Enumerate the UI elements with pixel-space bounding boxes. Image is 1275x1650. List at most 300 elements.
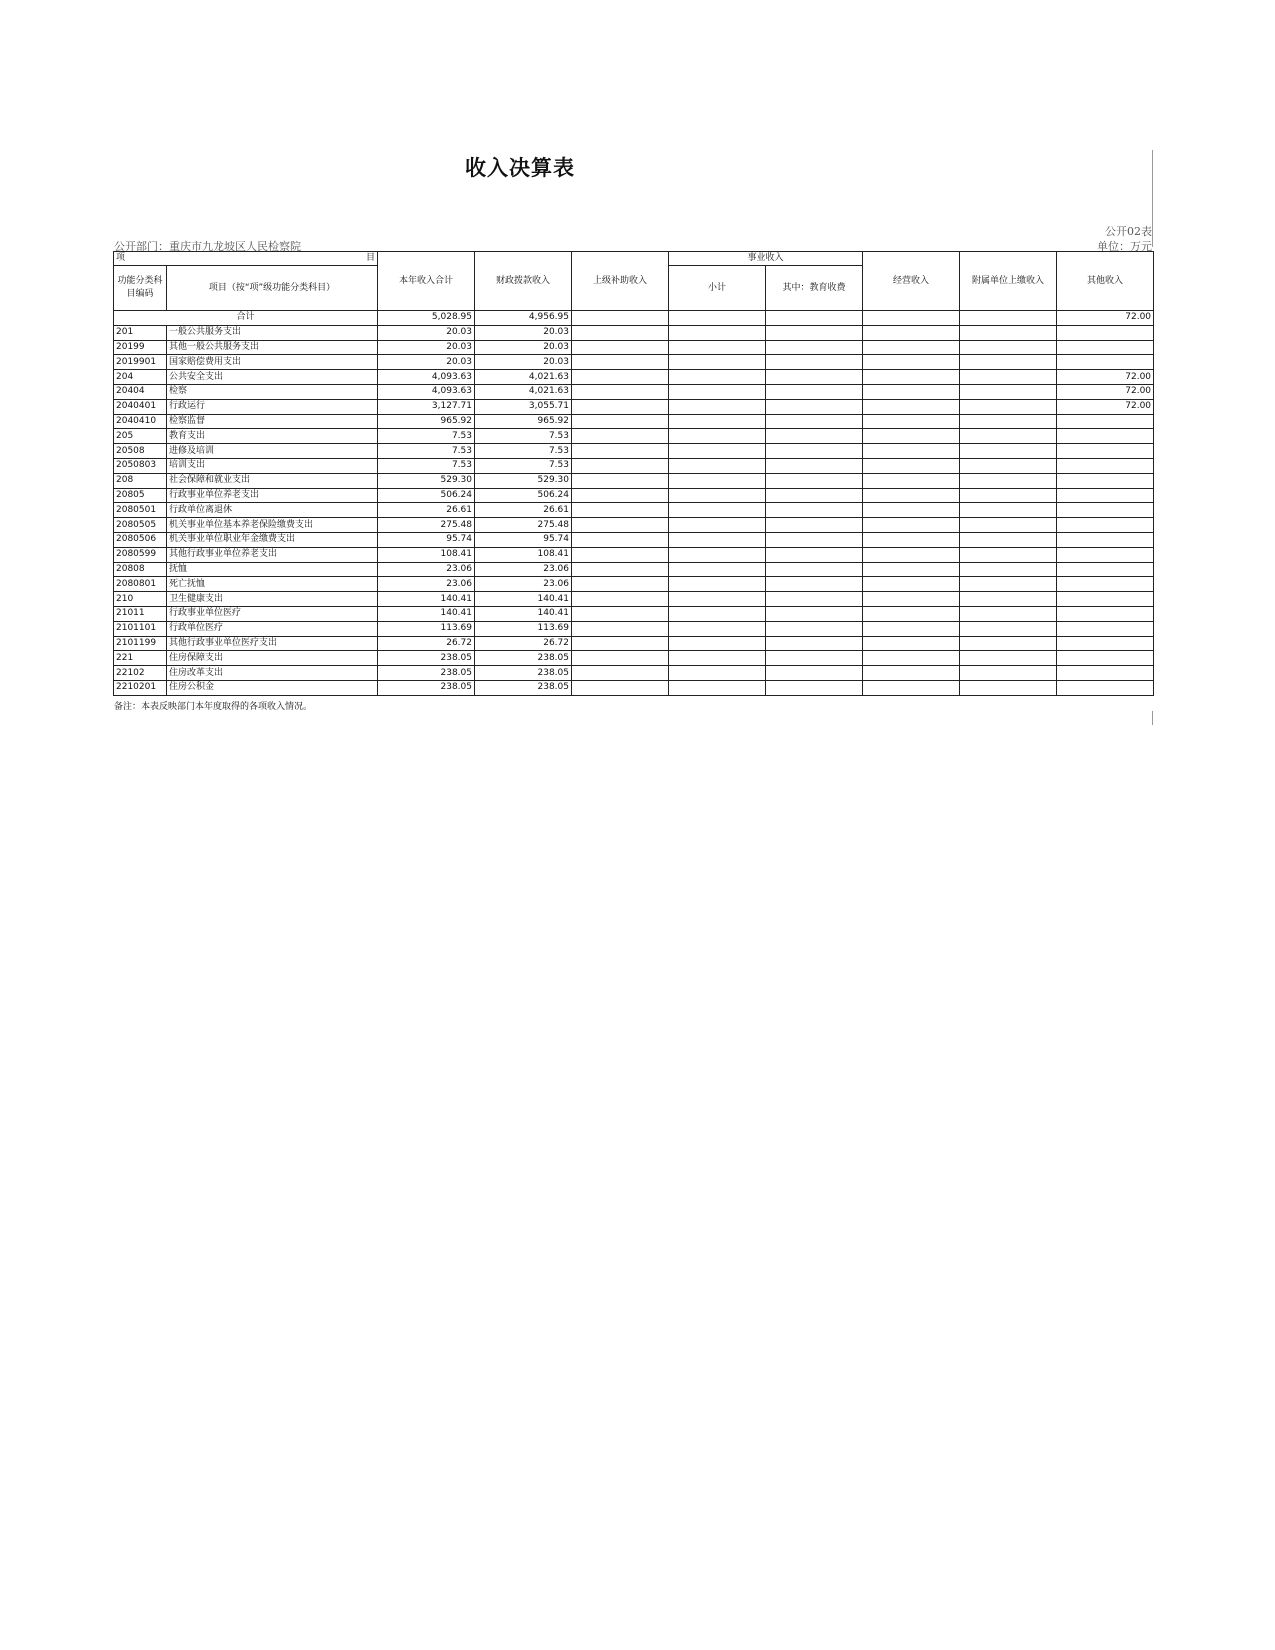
- header-other: 其他收入: [1057, 252, 1154, 311]
- row-business-subtotal: [669, 680, 766, 695]
- row-item-name: 卫生健康支出: [167, 592, 378, 607]
- row-total: 3,127.71: [378, 399, 475, 414]
- row-business-subtotal: [669, 473, 766, 488]
- row-item-name: 行政单位医疗: [167, 621, 378, 636]
- total-superior: [572, 311, 669, 326]
- total-fiscal: 4,956.95: [475, 311, 572, 326]
- row-operating: [863, 547, 960, 562]
- row-business-subtotal: [669, 562, 766, 577]
- row-business-edu: [766, 577, 863, 592]
- row-operating: [863, 621, 960, 636]
- row-business-subtotal: [669, 488, 766, 503]
- row-fiscal: 4,021.63: [475, 370, 572, 385]
- department-label: 公开部门：重庆市九龙坡区人民检察院: [114, 240, 301, 253]
- row-fiscal: 23.06: [475, 562, 572, 577]
- row-business-subtotal: [669, 384, 766, 399]
- row-item-name: 公共安全支出: [167, 370, 378, 385]
- row-superior: [572, 355, 669, 370]
- row-other: [1057, 532, 1154, 547]
- row-total: 140.41: [378, 592, 475, 607]
- header-item: 项目（按“项”级功能分类科目）: [167, 266, 378, 311]
- row-total: 965.92: [378, 414, 475, 429]
- row-fiscal: 965.92: [475, 414, 572, 429]
- row-affiliated: [960, 592, 1057, 607]
- row-fiscal: 7.53: [475, 458, 572, 473]
- row-superior: [572, 399, 669, 414]
- row-business-subtotal: [669, 414, 766, 429]
- row-item-name: 教育支出: [167, 429, 378, 444]
- row-fiscal: 113.69: [475, 621, 572, 636]
- table-row: [114, 577, 1154, 592]
- row-business-subtotal: [669, 444, 766, 459]
- row-affiliated: [960, 503, 1057, 518]
- row-affiliated: [960, 680, 1057, 695]
- row-affiliated: [960, 458, 1057, 473]
- row-fiscal: 20.03: [475, 355, 572, 370]
- row-operating: [863, 473, 960, 488]
- row-item-name: 行政单位离退休: [167, 503, 378, 518]
- row-business-subtotal: [669, 340, 766, 355]
- row-superior: [572, 370, 669, 385]
- total-business-edu: [766, 311, 863, 326]
- row-operating: [863, 325, 960, 340]
- row-business-subtotal: [669, 606, 766, 621]
- row-item-name: 住房公积金: [167, 680, 378, 695]
- row-operating: [863, 429, 960, 444]
- row-business-edu: [766, 444, 863, 459]
- row-code: 2050803: [114, 458, 167, 473]
- row-fiscal: 238.05: [475, 680, 572, 695]
- row-item-name: 抚恤: [167, 562, 378, 577]
- row-fiscal: 238.05: [475, 666, 572, 681]
- row-total: 529.30: [378, 473, 475, 488]
- row-operating: [863, 503, 960, 518]
- row-operating: [863, 562, 960, 577]
- row-superior: [572, 636, 669, 651]
- table-row: [114, 503, 1154, 518]
- row-item-name: 国家赔偿费用支出: [167, 355, 378, 370]
- total-operating: [863, 311, 960, 326]
- row-business-subtotal: [669, 355, 766, 370]
- row-total: 275.48: [378, 518, 475, 533]
- row-superior: [572, 488, 669, 503]
- table-row: [114, 370, 1154, 385]
- row-business-subtotal: [669, 458, 766, 473]
- row-other: [1057, 355, 1154, 370]
- row-total: 4,093.63: [378, 370, 475, 385]
- row-total: 7.53: [378, 429, 475, 444]
- row-affiliated: [960, 384, 1057, 399]
- row-business-edu: [766, 503, 863, 518]
- row-other: [1057, 458, 1154, 473]
- row-superior: [572, 458, 669, 473]
- header-code: 功能分类科目编码: [114, 266, 167, 311]
- row-operating: [863, 666, 960, 681]
- row-total: 20.03: [378, 325, 475, 340]
- row-affiliated: [960, 429, 1057, 444]
- row-item-name: 住房改革支出: [167, 666, 378, 681]
- row-business-edu: [766, 532, 863, 547]
- row-business-edu: [766, 458, 863, 473]
- row-code: 2080801: [114, 577, 167, 592]
- row-code: 221: [114, 651, 167, 666]
- row-code: 2080599: [114, 547, 167, 562]
- row-operating: [863, 488, 960, 503]
- row-superior: [572, 606, 669, 621]
- row-affiliated: [960, 547, 1057, 562]
- row-operating: [863, 636, 960, 651]
- table-row: [114, 518, 1154, 533]
- row-other: [1057, 488, 1154, 503]
- row-business-subtotal: [669, 592, 766, 607]
- row-code: 22102: [114, 666, 167, 681]
- row-business-edu: [766, 384, 863, 399]
- total-affiliated: [960, 311, 1057, 326]
- row-business-subtotal: [669, 547, 766, 562]
- header-business-edu: 其中：教育收费: [766, 266, 863, 311]
- table-row: [114, 636, 1154, 651]
- row-item-name: 其他行政事业单位养老支出: [167, 547, 378, 562]
- table-row: [114, 473, 1154, 488]
- row-code: 20404: [114, 384, 167, 399]
- row-other: [1057, 562, 1154, 577]
- table-row: [114, 488, 1154, 503]
- row-other: [1057, 547, 1154, 562]
- table-row: [114, 547, 1154, 562]
- row-code: 2101199: [114, 636, 167, 651]
- row-affiliated: [960, 355, 1057, 370]
- row-superior: [572, 592, 669, 607]
- row-other: 72.00: [1057, 370, 1154, 385]
- row-other: 72.00: [1057, 384, 1154, 399]
- table-row: [114, 680, 1154, 695]
- row-operating: [863, 340, 960, 355]
- row-other: [1057, 592, 1154, 607]
- row-superior: [572, 562, 669, 577]
- row-business-subtotal: [669, 532, 766, 547]
- table-row: [114, 621, 1154, 636]
- row-superior: [572, 518, 669, 533]
- income-table: [113, 251, 1154, 696]
- row-affiliated: [960, 606, 1057, 621]
- row-fiscal: 20.03: [475, 340, 572, 355]
- header-xiang: 项: [116, 253, 126, 263]
- row-superior: [572, 621, 669, 636]
- row-item-name: 进修及培训: [167, 444, 378, 459]
- row-total: 7.53: [378, 458, 475, 473]
- row-fiscal: 7.53: [475, 444, 572, 459]
- table-row: [114, 562, 1154, 577]
- row-superior: [572, 340, 669, 355]
- row-superior: [572, 473, 669, 488]
- row-item-name: 社会保障和就业支出: [167, 473, 378, 488]
- header-business-group: 事业收入: [669, 252, 863, 266]
- table-header: [114, 252, 1154, 311]
- row-business-subtotal: [669, 621, 766, 636]
- row-other: [1057, 429, 1154, 444]
- header-total: 本年收入合计: [378, 252, 475, 311]
- row-item-name: 一般公共服务支出: [167, 325, 378, 340]
- unit-label: 单位：万元: [1097, 240, 1152, 253]
- row-affiliated: [960, 444, 1057, 459]
- row-total: 26.72: [378, 636, 475, 651]
- table-row: [114, 651, 1154, 666]
- row-code: 20508: [114, 444, 167, 459]
- row-total: 23.06: [378, 562, 475, 577]
- row-total: 20.03: [378, 355, 475, 370]
- header-operating: 经营收入: [863, 252, 960, 311]
- row-business-edu: [766, 325, 863, 340]
- row-affiliated: [960, 532, 1057, 547]
- row-affiliated: [960, 370, 1057, 385]
- row-affiliated: [960, 518, 1057, 533]
- table-row: [114, 325, 1154, 340]
- total-other: 72.00: [1057, 311, 1154, 326]
- row-superior: [572, 444, 669, 459]
- row-business-edu: [766, 621, 863, 636]
- row-code: 205: [114, 429, 167, 444]
- row-business-edu: [766, 562, 863, 577]
- row-fiscal: 3,055.71: [475, 399, 572, 414]
- page-edge-line-top: [1152, 150, 1153, 247]
- row-affiliated: [960, 473, 1057, 488]
- row-fiscal: 23.06: [475, 577, 572, 592]
- row-affiliated: [960, 414, 1057, 429]
- table-row: [114, 429, 1154, 444]
- table-body: [114, 311, 1154, 696]
- row-fiscal: 26.72: [475, 636, 572, 651]
- row-business-subtotal: [669, 666, 766, 681]
- row-item-name: 机关事业单位职业年金缴费支出: [167, 532, 378, 547]
- row-superior: [572, 666, 669, 681]
- row-affiliated: [960, 577, 1057, 592]
- row-operating: [863, 606, 960, 621]
- table-row: [114, 444, 1154, 459]
- table-row: [114, 606, 1154, 621]
- row-other: [1057, 636, 1154, 651]
- table-row: [114, 458, 1154, 473]
- table-row: [114, 532, 1154, 547]
- row-business-subtotal: [669, 651, 766, 666]
- row-other: [1057, 473, 1154, 488]
- row-fiscal: 7.53: [475, 429, 572, 444]
- row-fiscal: 26.61: [475, 503, 572, 518]
- row-operating: [863, 651, 960, 666]
- row-superior: [572, 651, 669, 666]
- row-business-edu: [766, 399, 863, 414]
- row-fiscal: 20.03: [475, 325, 572, 340]
- total-income: 5,028.95: [378, 311, 475, 326]
- row-operating: [863, 399, 960, 414]
- row-code: 2080501: [114, 503, 167, 518]
- row-other: [1057, 444, 1154, 459]
- row-item-name: 检察: [167, 384, 378, 399]
- row-affiliated: [960, 340, 1057, 355]
- page-title: 收入决算表: [465, 156, 575, 180]
- row-code: 208: [114, 473, 167, 488]
- row-total: 140.41: [378, 606, 475, 621]
- row-business-edu: [766, 355, 863, 370]
- row-operating: [863, 458, 960, 473]
- row-operating: [863, 680, 960, 695]
- row-fiscal: 95.74: [475, 532, 572, 547]
- row-operating: [863, 444, 960, 459]
- row-code: 20808: [114, 562, 167, 577]
- header-mu: 目: [365, 253, 375, 263]
- header-superior: 上级补助收入: [572, 252, 669, 311]
- row-business-edu: [766, 473, 863, 488]
- row-item-name: 住房保障支出: [167, 651, 378, 666]
- row-other: [1057, 414, 1154, 429]
- row-fiscal: 140.41: [475, 592, 572, 607]
- row-fiscal: 140.41: [475, 606, 572, 621]
- row-code: 2019901: [114, 355, 167, 370]
- row-business-edu: [766, 592, 863, 607]
- table-row: [114, 414, 1154, 429]
- total-business-subtotal: [669, 311, 766, 326]
- total-row: [114, 311, 1154, 326]
- row-item-name: 行政事业单位医疗: [167, 606, 378, 621]
- row-total: 238.05: [378, 680, 475, 695]
- row-fiscal: 108.41: [475, 547, 572, 562]
- row-other: [1057, 325, 1154, 340]
- row-code: 20199: [114, 340, 167, 355]
- row-business-edu: [766, 666, 863, 681]
- table-row: [114, 592, 1154, 607]
- row-superior: [572, 325, 669, 340]
- row-fiscal: 529.30: [475, 473, 572, 488]
- row-business-edu: [766, 340, 863, 355]
- row-fiscal: 238.05: [475, 651, 572, 666]
- table-note: 备注：本表反映部门本年度取得的各项收入情况。: [114, 702, 313, 712]
- page-edge-line-bottom: [1152, 711, 1153, 725]
- row-business-edu: [766, 429, 863, 444]
- total-label: 合计: [114, 311, 378, 326]
- row-business-edu: [766, 488, 863, 503]
- row-total: 4,093.63: [378, 384, 475, 399]
- row-business-subtotal: [669, 370, 766, 385]
- row-business-subtotal: [669, 518, 766, 533]
- row-fiscal: 4,021.63: [475, 384, 572, 399]
- row-superior: [572, 503, 669, 518]
- row-business-subtotal: [669, 636, 766, 651]
- row-business-edu: [766, 370, 863, 385]
- row-item-name: 死亡抚恤: [167, 577, 378, 592]
- row-total: 26.61: [378, 503, 475, 518]
- header-business-subtotal: 小计: [669, 266, 766, 311]
- row-code: 2040401: [114, 399, 167, 414]
- row-code: 20805: [114, 488, 167, 503]
- row-business-edu: [766, 518, 863, 533]
- row-other: [1057, 577, 1154, 592]
- row-total: 20.03: [378, 340, 475, 355]
- row-item-name: 机关事业单位基本养老保险缴费支出: [167, 518, 378, 533]
- row-business-edu: [766, 651, 863, 666]
- row-code: 2210201: [114, 680, 167, 695]
- row-superior: [572, 414, 669, 429]
- row-operating: [863, 414, 960, 429]
- row-operating: [863, 592, 960, 607]
- row-business-subtotal: [669, 399, 766, 414]
- row-superior: [572, 577, 669, 592]
- row-code: 201: [114, 325, 167, 340]
- row-operating: [863, 384, 960, 399]
- row-total: 7.53: [378, 444, 475, 459]
- row-item-name: 行政事业单位养老支出: [167, 488, 378, 503]
- row-total: 506.24: [378, 488, 475, 503]
- table-code: 公开02表: [1105, 225, 1152, 238]
- row-affiliated: [960, 325, 1057, 340]
- row-business-edu: [766, 636, 863, 651]
- row-code: 204: [114, 370, 167, 385]
- row-operating: [863, 370, 960, 385]
- row-superior: [572, 680, 669, 695]
- row-affiliated: [960, 636, 1057, 651]
- row-code: 2040410: [114, 414, 167, 429]
- table-row: [114, 666, 1154, 681]
- row-operating: [863, 355, 960, 370]
- row-other: [1057, 680, 1154, 695]
- row-code: 2101101: [114, 621, 167, 636]
- row-code: 21011: [114, 606, 167, 621]
- row-item-name: 行政运行: [167, 399, 378, 414]
- row-item-name: 培训支出: [167, 458, 378, 473]
- row-item-name: 其他行政事业单位医疗支出: [167, 636, 378, 651]
- table-row: [114, 384, 1154, 399]
- row-fiscal: 506.24: [475, 488, 572, 503]
- row-total: 238.05: [378, 666, 475, 681]
- row-operating: [863, 577, 960, 592]
- row-business-edu: [766, 414, 863, 429]
- row-business-edu: [766, 606, 863, 621]
- row-other: 72.00: [1057, 399, 1154, 414]
- row-affiliated: [960, 562, 1057, 577]
- row-other: [1057, 503, 1154, 518]
- row-total: 95.74: [378, 532, 475, 547]
- header-fiscal: 财政拨款收入: [475, 252, 572, 311]
- row-affiliated: [960, 488, 1057, 503]
- row-code: 2080506: [114, 532, 167, 547]
- row-business-subtotal: [669, 325, 766, 340]
- row-total: 23.06: [378, 577, 475, 592]
- row-affiliated: [960, 651, 1057, 666]
- row-business-subtotal: [669, 577, 766, 592]
- row-other: [1057, 666, 1154, 681]
- row-operating: [863, 518, 960, 533]
- row-other: [1057, 606, 1154, 621]
- row-business-edu: [766, 547, 863, 562]
- row-other: [1057, 651, 1154, 666]
- row-superior: [572, 547, 669, 562]
- row-total: 108.41: [378, 547, 475, 562]
- row-superior: [572, 429, 669, 444]
- table-row: [114, 399, 1154, 414]
- row-superior: [572, 384, 669, 399]
- row-total: 238.05: [378, 651, 475, 666]
- row-business-subtotal: [669, 429, 766, 444]
- row-affiliated: [960, 399, 1057, 414]
- row-fiscal: 275.48: [475, 518, 572, 533]
- row-other: [1057, 621, 1154, 636]
- row-code: 210: [114, 592, 167, 607]
- row-operating: [863, 532, 960, 547]
- row-other: [1057, 340, 1154, 355]
- row-other: [1057, 518, 1154, 533]
- row-code: 2080505: [114, 518, 167, 533]
- row-affiliated: [960, 666, 1057, 681]
- row-item-name: 其他一般公共服务支出: [167, 340, 378, 355]
- row-business-edu: [766, 680, 863, 695]
